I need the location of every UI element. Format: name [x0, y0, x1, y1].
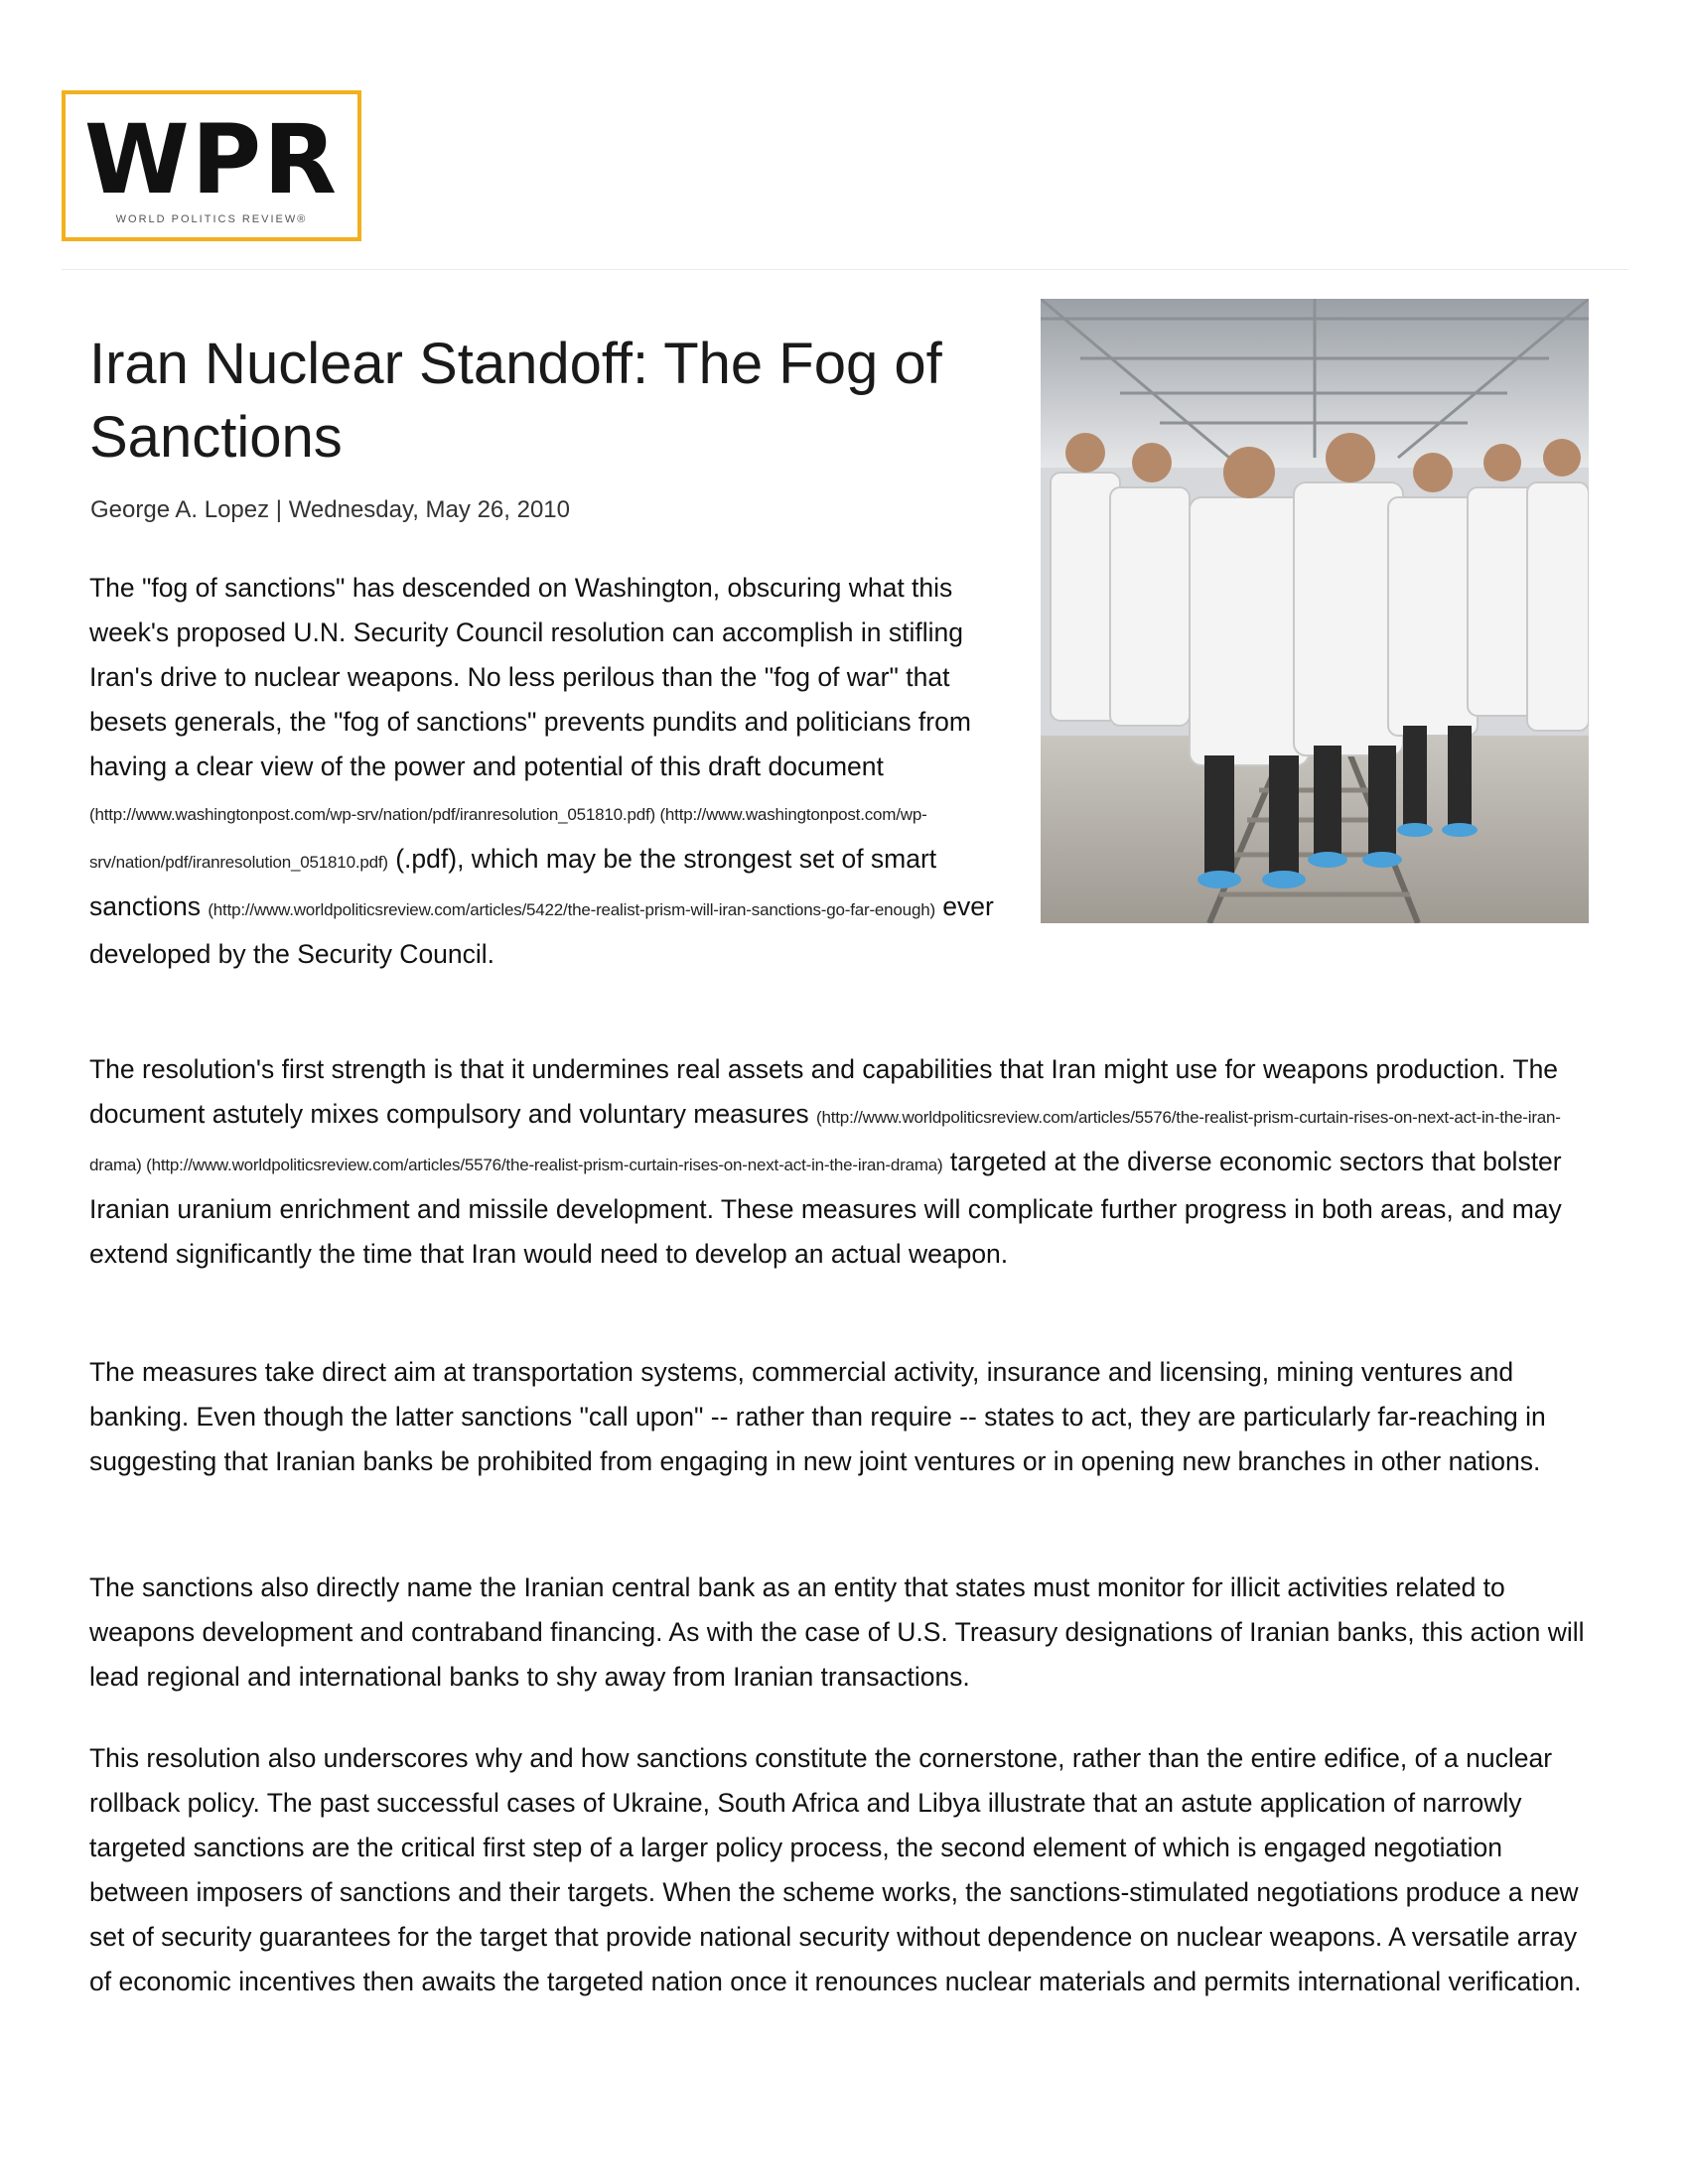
p2-text-1: The resolution's first strength is that it undermines real assets and capabilities that Iran might use for weapons production. The document astutely mixes compulsory and voluntary measures [89, 1054, 1559, 1129]
p2-link-1[interactable]: (http://www.worldpoliticsreview.com/articles/5576/the-realist-prism-curtain-rises-on-next-act-in-the-iran-drama) (http://www.worldpoliticsreview.com/articles/5576/the-realist-prism-curtain-rises-on-next-act-in-the-iran-drama) [89, 1108, 1561, 1174]
paragraph-1 [89, 566, 1003, 977]
article-byline: George A. Lopez | Wednesday, May 26, 2010 [90, 496, 570, 523]
paragraph-4: The sanctions also directly name the Iranian central bank as an entity that states must monitor for illicit activities related to weapons development and contraband financing. As with the case of U.S. Treasury designations of Iranian banks, this action will lead regional and international banks to shy away from Iranian transactions. [89, 1572, 1585, 1692]
p1-text-2: (.pdf), which may be the strongest set of smart sanctions [89, 844, 937, 921]
logo-tagline: WORLD POLITICS REVIEW® [115, 213, 308, 225]
paragraph-2 [89, 1047, 1599, 1277]
p1-link-1[interactable]: (http://www.washingtonpost.com/wp-srv/nation/pdf/iranresolution_051810.pdf) (http://www.washingtonpost.com/wp-srv/nation/pdf/iranresolution_051810.pdf) [89, 805, 927, 872]
lab-corridor-photo [1041, 299, 1589, 923]
logo-mark: WPR [83, 104, 340, 215]
paragraph-3: The measures take direct aim at transportation systems, commercial activity, insurance and licensing, mining ventures and banking. Even though the latter sanctions "call upon" -- rather than require -- states to act, they are particularly far-reaching in suggesting that Iranian banks be prohibited from engaging in new joint ventures or in opening new branches in other nations. [89, 1357, 1546, 1476]
p1-text-1: The "fog of sanctions" has descended on Washington, obscuring what this week's proposed U.N. Security Council resolution can accomplish in stifling Iran's drive to nuclear weapons. No less perilous than the "fog of war" that besets generals, the "fog of sanctions" prevents pundits and politicians from having a clear view of the power and potential of this draft document [89, 573, 971, 781]
wpr-logo[interactable] [62, 90, 361, 241]
paragraph-5: This resolution also underscores why and how sanctions constitute the cornerstone, rather than the entire edifice, of a nuclear rollback policy. The past successful cases of Ukraine, South Africa and Libya illustrate that an astute application of narrowly targeted sanctions are the critical first step of a larger policy process, the second element of which is engaged negotiation between imposers of sanctions and their targets. When the scheme works, the sanctions-stimulated negotiations produce a new set of security guarantees for the target that provide national security without dependence on nuclear weapons. A versatile array of economic incentives then awaits the targeted nation once it renounces nuclear materials and permits international verification. [89, 1743, 1582, 1996]
article-photo [1041, 299, 1589, 923]
p2-text-2: targeted at the diverse economic sectors that bolster Iranian uranium enrichment and missile development. These measures will complicate further progress in both areas, and may extend significantly the time that Iran would need to develop an actual weapon. [89, 1147, 1562, 1269]
header-divider [62, 269, 1628, 270]
article-title: Iran Nuclear Standoff: The Fog of Sanctions [89, 332, 942, 470]
p1-text-3: ever developed by the Security Council. [89, 891, 994, 969]
p1-link-2[interactable]: (http://www.worldpoliticsreview.com/articles/5422/the-realist-prism-will-iran-sanctions-go-far-enough) [208, 900, 935, 919]
